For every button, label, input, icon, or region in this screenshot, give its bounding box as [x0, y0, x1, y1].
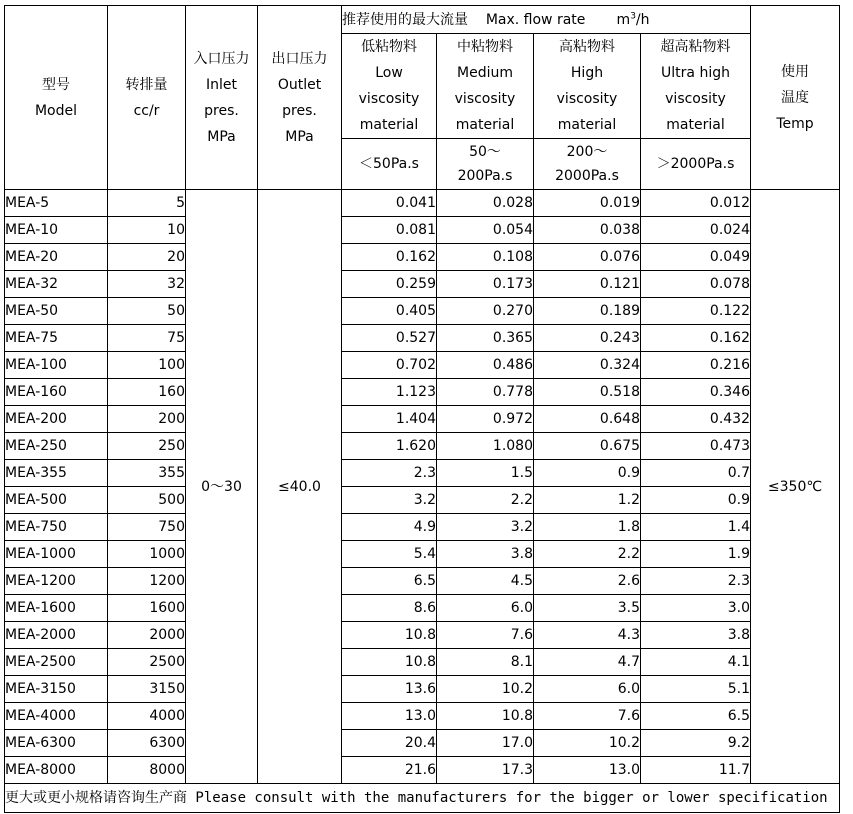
flow-medium-cell: 0.108 — [437, 244, 534, 271]
flow-low-cell: 13.0 — [342, 703, 437, 730]
model-cell: MEA-3150 — [5, 676, 108, 703]
flow-high-cell: 4.3 — [534, 622, 641, 649]
table-row — [5, 676, 840, 703]
flow-ultra-high-cell: 0.024 — [641, 217, 751, 244]
flow-high-cell: 0.038 — [534, 217, 641, 244]
flow-low-cell: 20.4 — [342, 730, 437, 757]
table-row — [5, 217, 840, 244]
flow-ultra-high-cell: 3.8 — [641, 622, 751, 649]
model-cell: MEA-1200 — [5, 568, 108, 595]
flow-medium-cell: 0.365 — [437, 325, 534, 352]
flow-medium-cell: 1.080 — [437, 433, 534, 460]
flow-medium-cell: 0.028 — [437, 190, 534, 217]
header-viscosity-ultra-high: 超高粘物料 Ultra high viscosity material — [641, 34, 751, 139]
header-outlet-pressure: 出口压力 Outlet pres. MPa — [258, 6, 342, 190]
table-row — [5, 703, 840, 730]
header-viscosity-medium: 中粘物料 Medium viscosity material — [437, 34, 534, 139]
displacement-cell: 4000 — [108, 703, 186, 730]
outlet-pressure-cell: ≤40.0 — [258, 190, 342, 784]
flow-ultra-high-cell: 0.473 — [641, 433, 751, 460]
flow-ultra-high-cell: 9.2 — [641, 730, 751, 757]
displacement-cell: 2500 — [108, 649, 186, 676]
flow-high-cell: 2.2 — [534, 541, 641, 568]
flow-low-cell: 0.405 — [342, 298, 437, 325]
table-row — [5, 649, 840, 676]
model-cell: MEA-6300 — [5, 730, 108, 757]
flow-ultra-high-cell: 1.9 — [641, 541, 751, 568]
viscosity-range-low: ＜50Pa.s — [342, 139, 437, 190]
flow-low-cell: 1.620 — [342, 433, 437, 460]
flow-low-cell: 1.123 — [342, 379, 437, 406]
flow-medium-cell: 10.8 — [437, 703, 534, 730]
flow-ultra-high-cell: 6.5 — [641, 703, 751, 730]
displacement-cell: 6300 — [108, 730, 186, 757]
header-max-flow-rate: 推荐使用的最大流量 Max. flow rate $m^3/h$ — [342, 6, 751, 34]
flow-low-cell: 0.041 — [342, 190, 437, 217]
displacement-cell: 1000 — [108, 541, 186, 568]
model-cell: MEA-2500 — [5, 649, 108, 676]
model-cell: MEA-1600 — [5, 595, 108, 622]
header-temperature: 使用 温度 Temp — [751, 6, 840, 190]
table-row — [5, 460, 840, 487]
table-row — [5, 487, 840, 514]
flow-high-cell: 0.076 — [534, 244, 641, 271]
table-row — [5, 622, 840, 649]
flow-ultra-high-cell: 0.012 — [641, 190, 751, 217]
table-row — [5, 757, 840, 784]
table-body — [5, 190, 840, 784]
flow-high-cell: 3.5 — [534, 595, 641, 622]
flow-low-cell: 3.2 — [342, 487, 437, 514]
displacement-cell: 75 — [108, 325, 186, 352]
flow-medium-cell: 3.2 — [437, 514, 534, 541]
table-row — [5, 379, 840, 406]
flow-low-cell: 0.162 — [342, 244, 437, 271]
displacement-cell: 750 — [108, 514, 186, 541]
displacement-cell: 2000 — [108, 622, 186, 649]
flow-high-cell: 0.019 — [534, 190, 641, 217]
temperature-cell: ≤350℃ — [751, 190, 840, 784]
displacement-cell: 100 — [108, 352, 186, 379]
table-row — [5, 298, 840, 325]
flow-medium-cell: 10.2 — [437, 676, 534, 703]
model-cell: MEA-1000 — [5, 541, 108, 568]
flow-high-cell: 0.675 — [534, 433, 641, 460]
flow-low-cell: 1.404 — [342, 406, 437, 433]
displacement-cell: 20 — [108, 244, 186, 271]
flow-medium-cell: 0.270 — [437, 298, 534, 325]
model-cell: MEA-32 — [5, 271, 108, 298]
header-displacement: 转排量 cc/r — [108, 6, 186, 190]
flow-low-cell: 8.6 — [342, 595, 437, 622]
model-cell: MEA-355 — [5, 460, 108, 487]
header-viscosity-high: 高粘物料 High viscosity material — [534, 34, 641, 139]
flow-high-cell: 0.189 — [534, 298, 641, 325]
flow-medium-cell: 17.3 — [437, 757, 534, 784]
displacement-cell: 500 — [108, 487, 186, 514]
flow-low-cell: 0.702 — [342, 352, 437, 379]
flow-low-cell: 0.259 — [342, 271, 437, 298]
flow-high-cell: 10.2 — [534, 730, 641, 757]
table-row — [5, 514, 840, 541]
model-cell: MEA-8000 — [5, 757, 108, 784]
flow-medium-cell: 8.1 — [437, 649, 534, 676]
flow-ultra-high-cell: 3.0 — [641, 595, 751, 622]
displacement-cell: 10 — [108, 217, 186, 244]
flow-low-cell: 0.527 — [342, 325, 437, 352]
flow-high-cell: 0.243 — [534, 325, 641, 352]
table-row — [5, 568, 840, 595]
table-row — [5, 730, 840, 757]
table-row — [5, 595, 840, 622]
flow-ultra-high-cell: 1.4 — [641, 514, 751, 541]
displacement-cell: 8000 — [108, 757, 186, 784]
model-cell: MEA-200 — [5, 406, 108, 433]
displacement-cell: 355 — [108, 460, 186, 487]
flow-medium-cell: 3.8 — [437, 541, 534, 568]
flow-ultra-high-cell: 0.078 — [641, 271, 751, 298]
displacement-cell: 5 — [108, 190, 186, 217]
flow-medium-cell: 7.6 — [437, 622, 534, 649]
table-row — [5, 325, 840, 352]
table-row — [5, 433, 840, 460]
model-cell: MEA-2000 — [5, 622, 108, 649]
flow-medium-cell: 0.054 — [437, 217, 534, 244]
displacement-cell: 160 — [108, 379, 186, 406]
flow-medium-cell: 0.778 — [437, 379, 534, 406]
flow-medium-cell: 1.5 — [437, 460, 534, 487]
viscosity-range-high: 200～ 2000Pa.s — [534, 139, 641, 190]
displacement-cell: 50 — [108, 298, 186, 325]
model-cell: MEA-5 — [5, 190, 108, 217]
flow-medium-cell: 0.173 — [437, 271, 534, 298]
flow-high-cell: 7.6 — [534, 703, 641, 730]
flow-high-cell: 0.324 — [534, 352, 641, 379]
flow-ultra-high-cell: 0.432 — [641, 406, 751, 433]
flow-ultra-high-cell: 5.1 — [641, 676, 751, 703]
flow-ultra-high-cell: 0.7 — [641, 460, 751, 487]
flow-ultra-high-cell: 11.7 — [641, 757, 751, 784]
displacement-cell: 1600 — [108, 595, 186, 622]
spec-table — [4, 5, 840, 813]
flow-low-cell: 0.081 — [342, 217, 437, 244]
flow-high-cell: 1.8 — [534, 514, 641, 541]
table-row — [5, 190, 840, 217]
model-cell: MEA-50 — [5, 298, 108, 325]
viscosity-range-medium: 50～ 200Pa.s — [437, 139, 534, 190]
flow-low-cell: 13.6 — [342, 676, 437, 703]
flow-medium-cell: 2.2 — [437, 487, 534, 514]
displacement-cell: 3150 — [108, 676, 186, 703]
displacement-cell: 1200 — [108, 568, 186, 595]
flow-ultra-high-cell: 0.049 — [641, 244, 751, 271]
flow-high-cell: 1.2 — [534, 487, 641, 514]
table-row — [5, 352, 840, 379]
flow-ultra-high-cell: 2.3 — [641, 568, 751, 595]
table-row — [5, 271, 840, 298]
flow-ultra-high-cell: 0.216 — [641, 352, 751, 379]
table-row — [5, 541, 840, 568]
flow-ultra-high-cell: 4.1 — [641, 649, 751, 676]
table-row — [5, 406, 840, 433]
model-cell: MEA-160 — [5, 379, 108, 406]
flow-high-cell: 0.518 — [534, 379, 641, 406]
header-viscosity-low: 低粘物料 Low viscosity material — [342, 34, 437, 139]
displacement-cell: 200 — [108, 406, 186, 433]
flow-low-cell: 2.3 — [342, 460, 437, 487]
model-cell: MEA-250 — [5, 433, 108, 460]
viscosity-range-ultra-high: ＞2000Pa.s — [641, 139, 751, 190]
flow-high-cell: 13.0 — [534, 757, 641, 784]
flow-ultra-high-cell: 0.346 — [641, 379, 751, 406]
flow-unit: $m^3/h$ — [616, 10, 650, 28]
flow-high-cell: 6.0 — [534, 676, 641, 703]
model-cell: MEA-500 — [5, 487, 108, 514]
flow-high-cell: 0.121 — [534, 271, 641, 298]
flow-high-cell: 0.9 — [534, 460, 641, 487]
flow-medium-cell: 0.486 — [437, 352, 534, 379]
flow-high-cell: 4.7 — [534, 649, 641, 676]
displacement-cell: 32 — [108, 271, 186, 298]
flow-low-cell: 10.8 — [342, 649, 437, 676]
flow-ultra-high-cell: 0.122 — [641, 298, 751, 325]
flow-medium-cell: 4.5 — [437, 568, 534, 595]
model-cell: MEA-100 — [5, 352, 108, 379]
model-cell: MEA-10 — [5, 217, 108, 244]
flow-medium-cell: 17.0 — [437, 730, 534, 757]
footer-note: 更大或更小规格请咨询生产商 Please consult with the manufacturers for the bigger or lower specification — [5, 784, 840, 813]
flow-low-cell: 4.9 — [342, 514, 437, 541]
flow-low-cell: 10.8 — [342, 622, 437, 649]
flow-medium-cell: 6.0 — [437, 595, 534, 622]
displacement-cell: 250 — [108, 433, 186, 460]
flow-low-cell: 6.5 — [342, 568, 437, 595]
model-cell: MEA-750 — [5, 514, 108, 541]
model-cell: MEA-4000 — [5, 703, 108, 730]
flow-ultra-high-cell: 0.9 — [641, 487, 751, 514]
model-cell: MEA-20 — [5, 244, 108, 271]
model-cell: MEA-75 — [5, 325, 108, 352]
header-inlet-pressure: 入口压力 Inlet pres. MPa — [186, 6, 258, 190]
flow-medium-cell: 0.972 — [437, 406, 534, 433]
flow-low-cell: 21.6 — [342, 757, 437, 784]
flow-high-cell: 2.6 — [534, 568, 641, 595]
table-row — [5, 244, 840, 271]
header-model: 型号 Model — [5, 6, 108, 190]
flow-ultra-high-cell: 0.162 — [641, 325, 751, 352]
inlet-pressure-cell: 0～30 — [186, 190, 258, 784]
flow-high-cell: 0.648 — [534, 406, 641, 433]
flow-low-cell: 5.4 — [342, 541, 437, 568]
